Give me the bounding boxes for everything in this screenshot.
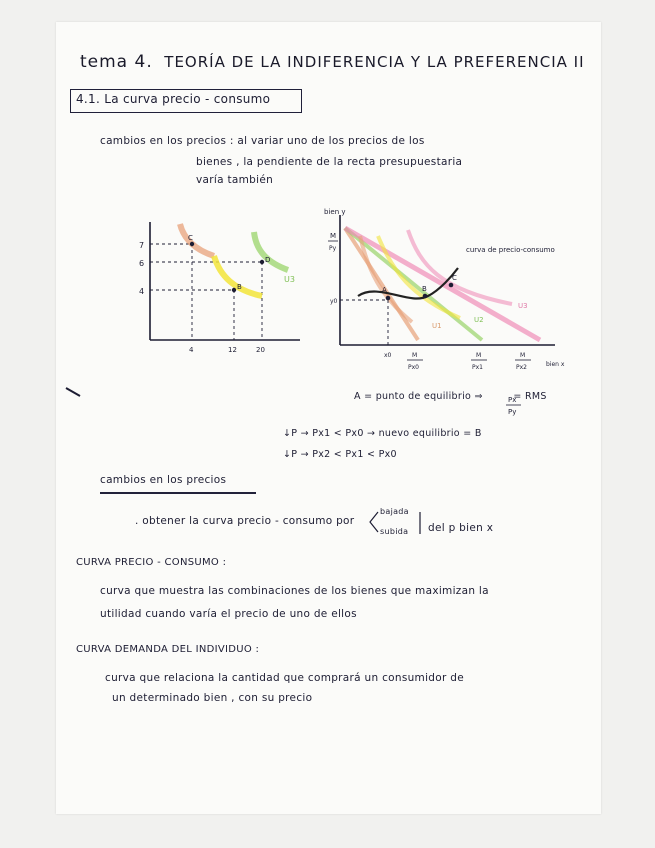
curve-caption: curva de precio-consumo — [466, 246, 555, 254]
right-x-axis-label: bien x — [546, 361, 565, 368]
def1-line-2: utilidad cuando varía el precio de uno de ellos — [100, 608, 357, 620]
right-graph — [324, 208, 565, 371]
equation-1 — [354, 391, 547, 402]
left-curve-green — [254, 232, 288, 270]
obtener-subida: subida — [380, 527, 409, 536]
left-xtick-20: 20 — [256, 346, 265, 354]
right-y0-label: y0 — [330, 298, 338, 305]
equation-2: ↓P → Px1 < Px0 → nuevo equilibrio = B — [283, 428, 482, 439]
def1-line-1: curva que muestra las combinaciones de los bienes que maximizan la — [100, 585, 489, 597]
xtick-0-num: M — [412, 352, 418, 359]
margin-mark — [66, 388, 80, 396]
left-xtick-4: 4 — [189, 346, 194, 354]
def2-heading: CURVA DEMANDA DEL INDIVIDUO : — [76, 644, 260, 655]
xtick-1-den: Px1 — [472, 364, 483, 371]
left-point-d — [260, 260, 264, 264]
left-point-b — [232, 288, 236, 292]
eq1-prefix: A = punto de equilibrio ⇒ — [354, 391, 483, 402]
def2-line-2: un determinado bien , con su precio — [112, 692, 313, 704]
right-label-u2: U2 — [474, 316, 484, 324]
xtick-2-den: Px2 — [516, 364, 527, 371]
intro-line-2: bienes , la pendiente de la recta presupuestaria — [196, 156, 463, 168]
right-point-c — [449, 283, 454, 288]
right-label-c: C — [452, 274, 457, 282]
right-point-a — [386, 296, 391, 301]
obtener-bajada: bajada — [380, 507, 409, 516]
left-label-c: C — [188, 234, 193, 242]
right-y-axis-label: bien y — [324, 208, 346, 216]
left-xtick-12: 12 — [228, 346, 237, 354]
xtick-2-num: M — [520, 352, 526, 359]
right-label-a: A — [382, 286, 387, 294]
obtener-text: . obtener la curva precio - consumo por — [135, 515, 355, 527]
left-label-u3: U3 — [284, 275, 295, 284]
right-x0-label: x0 — [384, 352, 392, 359]
right-label-u3: U3 — [518, 302, 528, 310]
left-graph — [139, 222, 300, 354]
obtener-suffix: del p bien x — [428, 522, 494, 534]
equation-3: ↓P → Px2 < Px1 < Px0 — [283, 449, 397, 460]
budget-line-px2 — [345, 228, 540, 340]
left-ytick-6: 6 — [139, 259, 145, 268]
intro-line-1: cambios en los precios : al variar uno de los precios de los — [100, 135, 425, 147]
right-point-b — [423, 294, 428, 299]
cambios-underline — [100, 492, 256, 494]
right-y-intercept-den: Py — [329, 245, 337, 252]
eq1-frac-den: Py — [508, 408, 517, 416]
section-heading: 4.1. La curva precio - consumo — [76, 92, 271, 106]
cambios-heading: cambios en los precios — [100, 474, 227, 486]
left-point-c — [190, 242, 194, 246]
xtick-1-num: M — [476, 352, 482, 359]
intro-line-3: varía también — [196, 174, 274, 186]
right-y-intercept-num: M — [330, 232, 337, 240]
left-ytick-4: 4 — [139, 287, 145, 296]
left-curve-orange — [180, 224, 214, 256]
title-text: TEORÍA DE LA INDIFERENCIA Y LA PREFERENCIA II — [164, 53, 585, 71]
indiff-curve-u2 — [378, 236, 460, 318]
xtick-0-den: Px0 — [408, 364, 419, 371]
def1-heading: CURVA PRECIO - CONSUMO : — [76, 557, 227, 568]
eq1-frac-num: Px — [508, 396, 517, 404]
left-ytick-7: 7 — [139, 241, 145, 250]
title-tema: tema 4. — [80, 52, 153, 72]
right-label-b: B — [422, 285, 427, 293]
eq1-suffix: = RMS — [513, 391, 547, 402]
def2-line-1: curva que relaciona la cantidad que comprará un consumidor de — [105, 672, 464, 684]
left-label-b: B — [237, 283, 242, 291]
left-label-d: D — [265, 256, 271, 264]
right-label-u1: U1 — [432, 322, 442, 330]
